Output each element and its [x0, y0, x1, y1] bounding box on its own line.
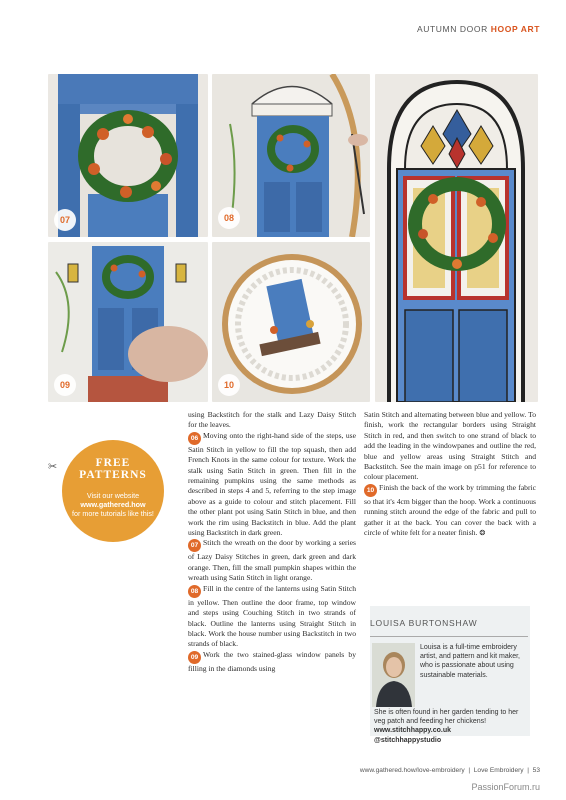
step-number-08: 08 [218, 207, 240, 229]
step-09-marker: 09 [188, 651, 201, 664]
main-photo [375, 74, 538, 402]
step-photo-07 [48, 74, 208, 237]
step-number-10: 10 [218, 374, 240, 396]
instructions-column-2 [364, 410, 536, 538]
badge-title: FREE PATTERNS [79, 457, 147, 481]
step-07-marker: 07 [188, 539, 201, 552]
step-10: 10 Finish the back of the work by trimming the fabric so that it's 4cm bigger than the hoop. Work a continuous running stitch around the edge of the fabric and pull to gather it at the back. You can cover the back with a circle of white felt for a neater finish. ❂ [364, 482, 536, 538]
step-08-marker: 08 [188, 585, 201, 598]
step-photo-09 [48, 242, 208, 402]
step-06: 06 Moving onto the right-hand side of the steps, use Satin Stitch in yellow to fill the top squash, then add French Knots in the same colour for texture. Work the stalk using Satin Stitch in green. Then fill in the remaining pumpkins using the same methods as described in steps 4 and 5, referring to the step image above as a guide to colour and stitch placement. Fill the other plant pot using Satin Stitch in blue, and then work the rim using Backstitch in blue. Add the plant using Backstitch in dark green. [188, 430, 356, 538]
header-section: AUTUMN DOOR [417, 24, 488, 34]
footer-url[interactable]: www.gathered.how/love-embroidery [359, 767, 465, 774]
badge-text: Visit our website www.gathered.how for more tutorials like this! [68, 491, 158, 519]
step-photo-08 [212, 74, 370, 237]
footer-magazine: Love Embroidery [473, 767, 524, 774]
page-header [417, 24, 540, 34]
step-05-continued: using Backstitch for the stalk and Lazy Daisy Stitch for the leaves. [188, 410, 356, 430]
author-bio: Louisa is a full-time embroidery artist, and pattern and kit maker, who is passionate about using sustainable materials. [420, 644, 520, 679]
author-extra-text: She is often found in her garden tending to her veg patch and feeding her chickens! [374, 709, 519, 726]
step-number-09: 09 [54, 374, 76, 396]
step-09-continued: Satin Stitch and alternating between blue and yellow. To finish, work the rectangular borders using Straight Stitch in red, and then switch to one strand of black to add the leading in the windowpanes and outline the red, blue and yellow areas using Straight Stitch and Backstitch. See the main image on p51 for reference to colour placement. [364, 410, 536, 482]
step-photo-10 [212, 242, 370, 402]
step-08: 08 Fill in the centre of the lanterns using Satin Stitch in yellow. Then outline the door frame, top window and steps using Couching Stitch in two strands of black. Outline the lanterns using Straight Stitch in black. Work the house number using Backstitch in two strands of black. [188, 583, 356, 649]
author-social-link[interactable]: @stitchhappystudio [374, 736, 442, 744]
scissors-icon: ✂ [48, 460, 58, 473]
watermark: PassionForum.ru [471, 782, 540, 792]
author-divider [370, 636, 528, 637]
step-06-marker: 06 [188, 432, 201, 445]
author-name: LOUISA BURTONSHAW [370, 618, 478, 628]
step-07: 07 Stitch the wreath on the door by working a series of Lazy Daisy Stitches in green, dark green and dark orange. Then, fill the small pumpkin shapes within the wreath using Satin Stitch in light orange. [188, 538, 356, 583]
header-title: HOOP ART [490, 24, 540, 34]
author-website-link[interactable]: www.stitchhappy.co.uk [374, 727, 452, 735]
instructions-column-1 [188, 410, 356, 674]
step-10-marker: 10 [364, 484, 377, 497]
step-09: 09 Work the two stained-glass window panels by filling in the diamonds using [188, 649, 356, 673]
step-number-07: 07 [54, 209, 76, 231]
page-number: 53 [532, 767, 540, 774]
page-footer: www.gathered.how/love-embroidery | Love Embroidery | 53 [359, 767, 540, 774]
author-photo [372, 643, 415, 707]
end-mark-icon: ❂ [479, 529, 486, 538]
author-extra [374, 708, 529, 745]
badge-url-link[interactable]: www.gathered.how [80, 500, 146, 510]
free-patterns-badge[interactable] [62, 440, 164, 542]
